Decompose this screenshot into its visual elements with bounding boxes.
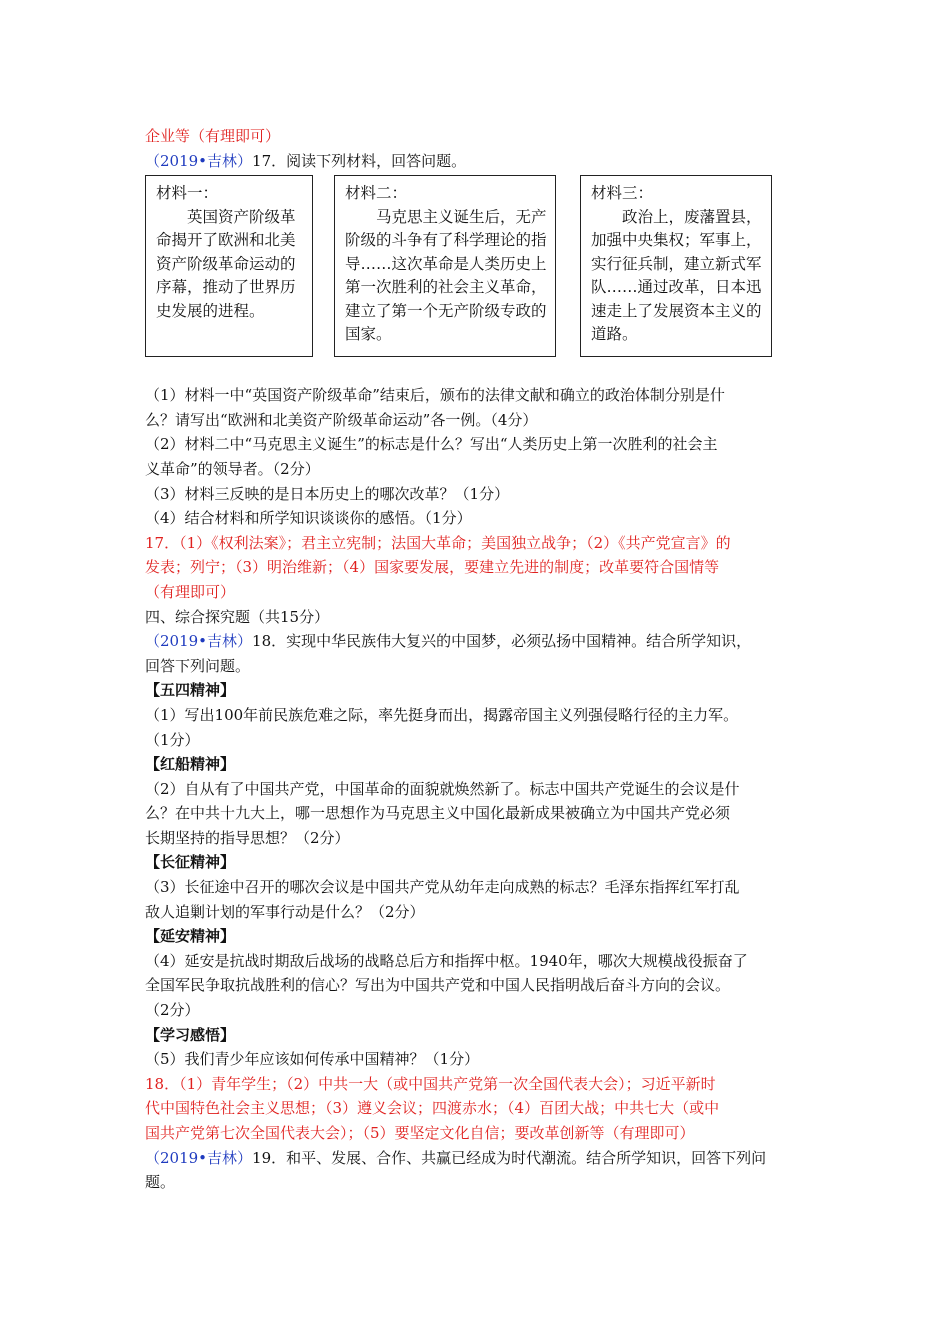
subheading: 【五四精神】 — [145, 681, 236, 700]
question-line: （2）自从有了中国共产党，中国革命的面貌就焕然新了。标志中国共产党诞生的会议是什 — [145, 779, 740, 798]
material-box-1 — [145, 175, 313, 357]
question-19-header — [145, 1146, 810, 1171]
material-title: 材料二： — [345, 184, 408, 203]
answer-line: 18．（1）青年学生；（2）中共一大（或中国共产党第一次全国代表大会）；习近平新时 — [145, 1074, 716, 1093]
source-tag: （2019•吉林） — [145, 632, 253, 651]
question-line: （2分） — [145, 1001, 200, 1020]
question-line: 全国军民争取抗战胜利的信心？写出为中国共产党和中国人民指明战后奋斗方向的会议。 — [145, 976, 731, 995]
question-18-header — [145, 629, 810, 654]
material-body: 政治上，废藩置县，加强中央集权；军事上，实行征兵制，建立新式军队……通过改革，日本迅速走上了发展资本主义的道路。 — [591, 207, 762, 344]
material-boxes — [145, 173, 810, 383]
question-line: （5）我们青少年应该如何传承中国精神？（1分） — [145, 1050, 480, 1069]
subheading: 【长征精神】 — [145, 853, 236, 872]
answer-line: 17．（1）《权利法案》；君主立宪制；法国大革命；美国独立战争；（2）《共产党宣言》的 — [145, 533, 731, 552]
material-box-2 — [334, 175, 556, 357]
section-heading: 四、综合探究题（共15分） — [145, 607, 330, 626]
question-text: 18．实现中华民族伟大复兴的中国梦，必须弘扬中国精神。结合所学知识， — [252, 632, 752, 651]
answer-line: 代中国特色社会主义思想；（3）遵义会议；四渡赤水；（4）百团大战；中共七大（或中 — [145, 1099, 720, 1118]
question-line: 长期坚持的指导思想？（2分） — [145, 828, 350, 847]
material-title: 材料三： — [591, 184, 654, 203]
question-line: （1）材料一中“英国资产阶级革命”结束后，颁布的法律文献和确立的政治体制分别是什 — [145, 386, 725, 405]
question-line: （4）结合材料和所学知识谈谈你的感悟。（1分） — [145, 509, 472, 528]
question-line: （1分） — [145, 730, 200, 749]
answer-line: （有理即可） — [145, 582, 236, 601]
question-line: 么？请写出“欧洲和北美资产阶级革命运动”各一例。（4分） — [145, 410, 538, 429]
question-line: 题。 — [145, 1173, 176, 1192]
subheading: 【红船精神】 — [145, 755, 236, 774]
answer-line: 企业等（有理即可） — [145, 127, 281, 145]
source-tag: （2019•吉林） — [145, 151, 253, 170]
question-line: （1）写出100年前民族危难之际，率先挺身而出，揭露帝国主义列强侵略行径的主力军。 — [145, 705, 739, 724]
subheading: 【学习感悟】 — [145, 1025, 236, 1044]
answer-line: 发表；列宁；（3）明治维新；（4）国家要发展，要建立先进的制度；改革要符合国情等 — [145, 558, 720, 577]
question-17-header — [145, 149, 810, 174]
question-line: 义革命”的领导者。（2分） — [145, 459, 320, 478]
material-box-3 — [580, 175, 772, 357]
question-line: （3）材料三反映的是日本历史上的哪次改革？（1分） — [145, 484, 510, 503]
question-line: 回答下列问题。 — [145, 656, 251, 675]
subheading: 【延安精神】 — [145, 927, 236, 946]
question-text: 19．和平、发展、合作、共赢已经成为时代潮流。结合所学知识，回答下列问 — [252, 1148, 767, 1167]
question-line: 敌人追剿计划的军事行动是什么？（2分） — [145, 902, 425, 921]
question-text: 17．阅读下列材料，回答问题。 — [252, 151, 467, 170]
question-line: （2）材料二中“马克思主义诞生”的标志是什么？写出“人类历史上第一次胜利的社会主 — [145, 435, 718, 454]
answer-line: 国共产党第七次全国代表大会）；（5）要坚定文化自信；要改革创新等（有理即可） — [145, 1124, 695, 1142]
material-body: 马克思主义诞生后，无产阶级的斗争有了科学理论的指导……这次革命是人类历史上第一次胜利的社会主义革命，建立了第一个无产阶级专政的国家。 — [345, 207, 547, 344]
question-line: 么？在中共十九大上，哪一思想作为马克思主义中国化最新成果被确立为中国共产党必须 — [145, 804, 731, 823]
question-line: （4）延安是抗战时期敌后战场的战略总后方和指挥中枢。1940年，哪次大规模战役振奋了 — [145, 951, 748, 970]
material-title: 材料一： — [156, 184, 219, 203]
source-tag: （2019•吉林） — [145, 1148, 253, 1167]
document-page — [145, 124, 810, 1195]
material-body: 英国资产阶级革命揭开了欧洲和北美资产阶级革命运动的序幕，推动了世界历史发展的进程。 — [156, 207, 296, 320]
question-line: （3）长征途中召开的哪次会议是中国共产党从幼年走向成熟的标志？毛泽东指挥红军打乱 — [145, 878, 740, 897]
